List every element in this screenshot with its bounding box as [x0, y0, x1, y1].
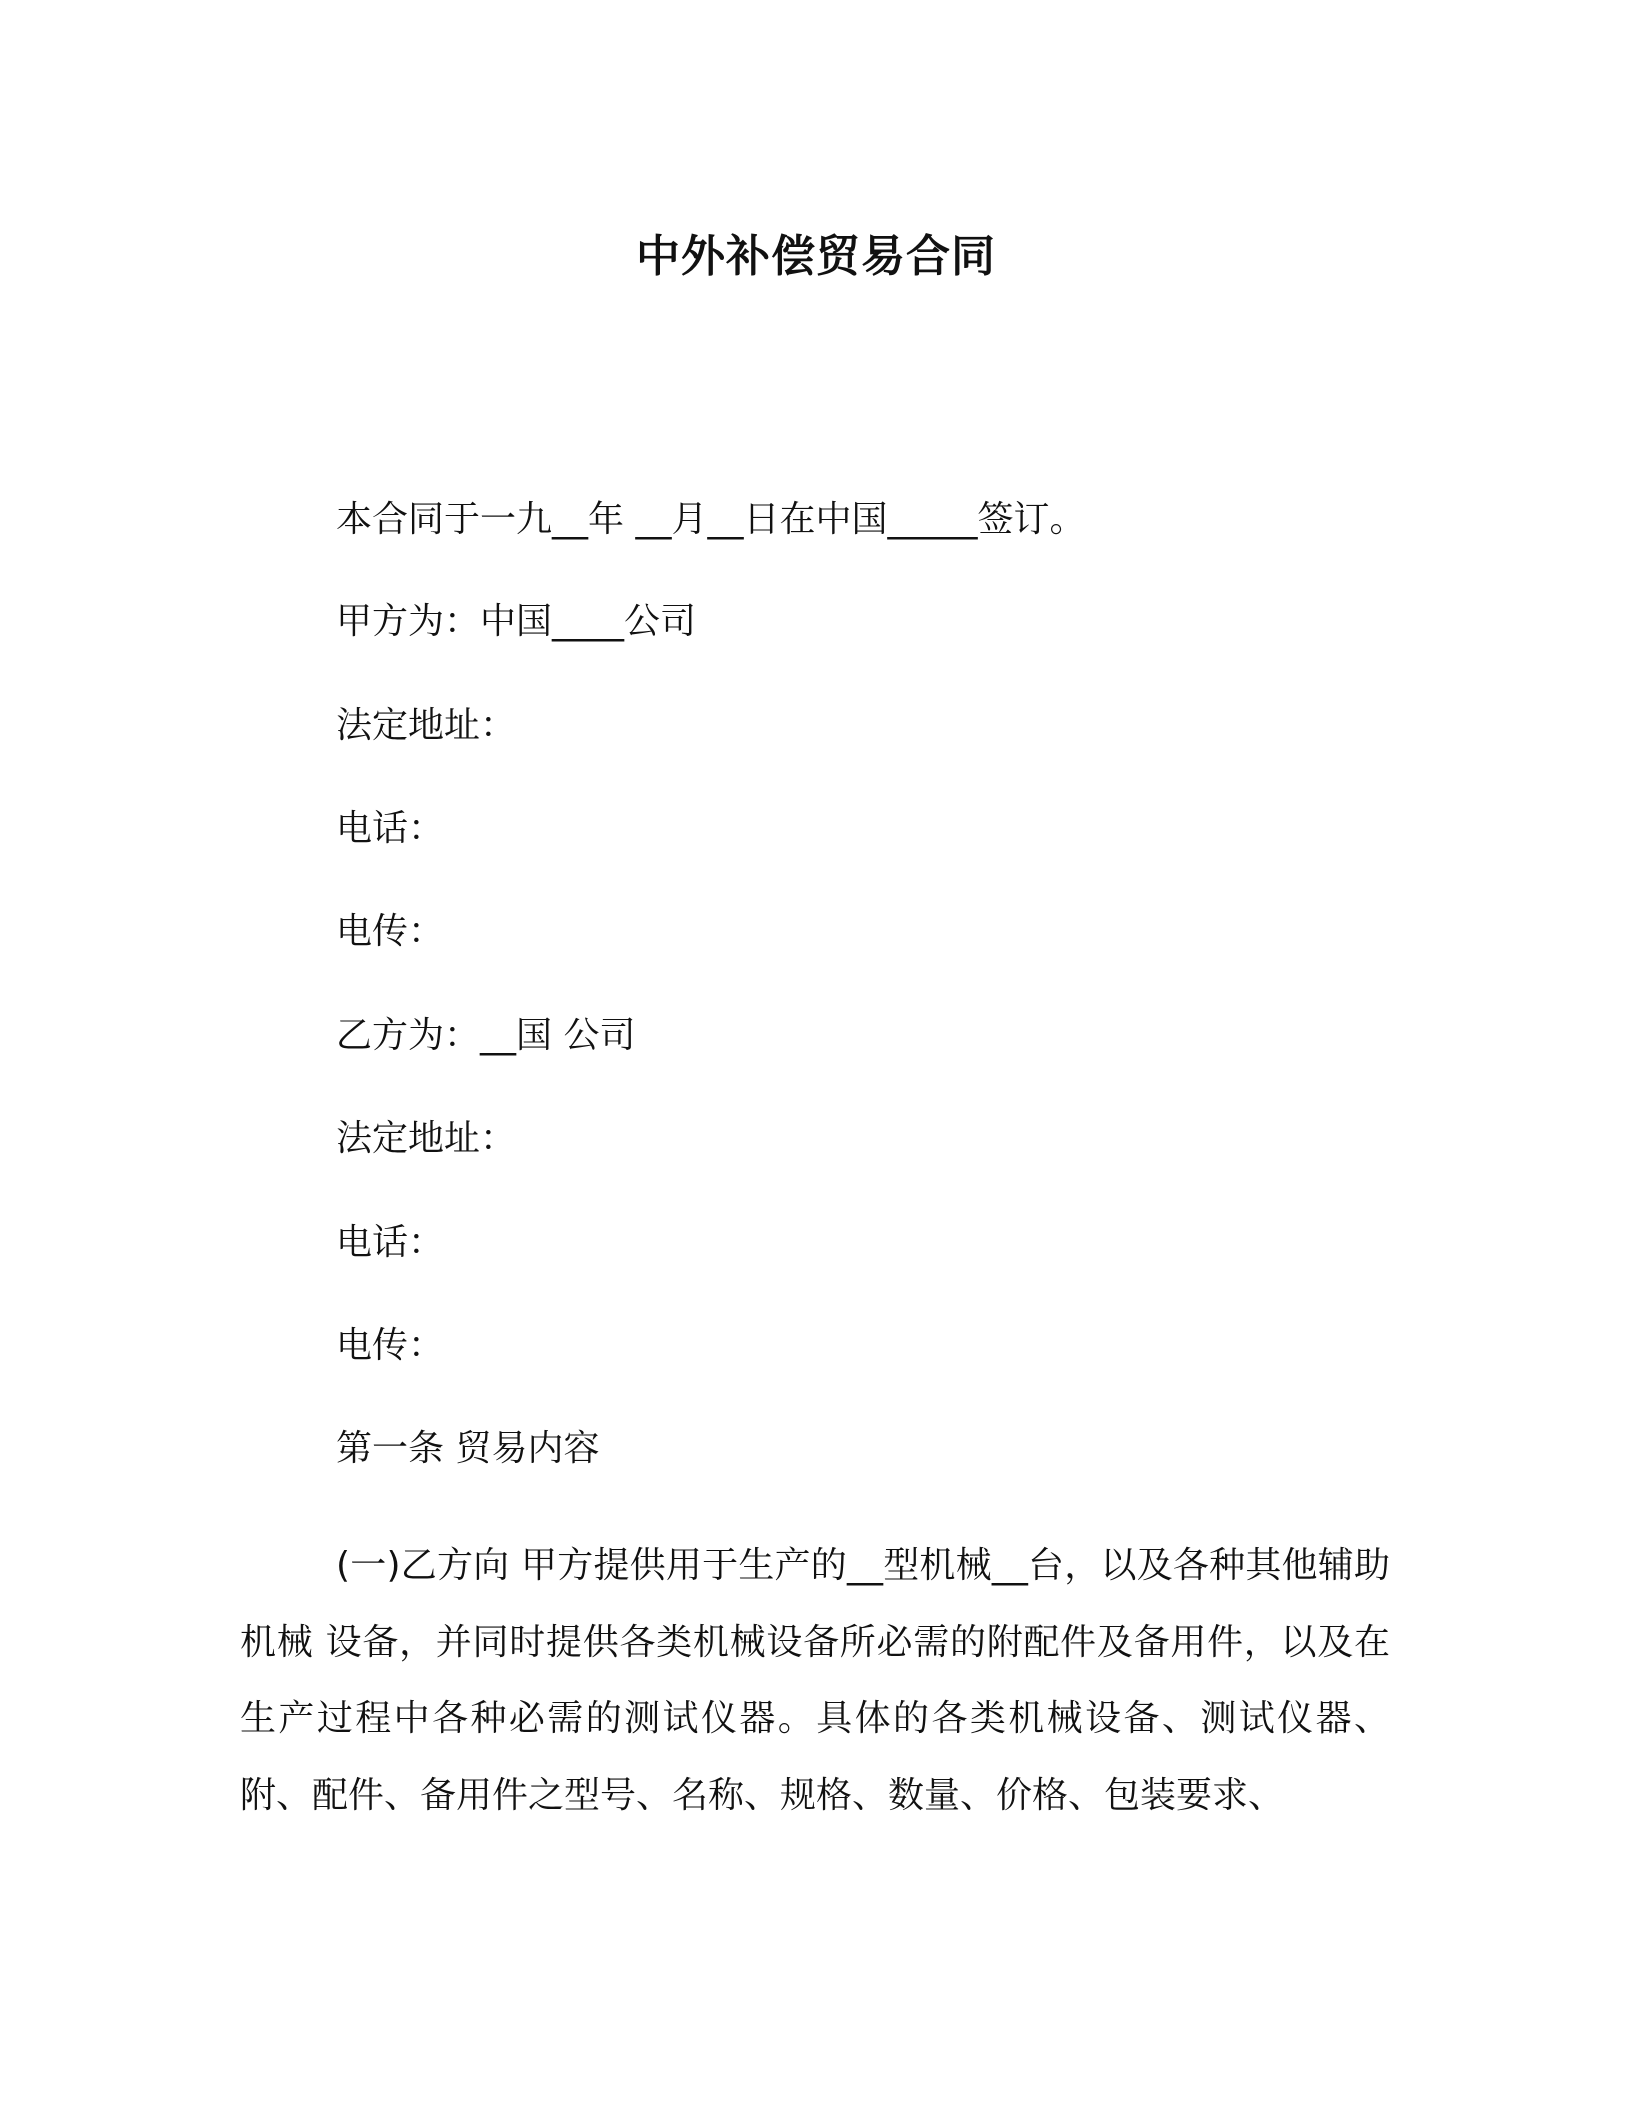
party-a-address-line: 法定地址：	[336, 705, 517, 746]
article-one-paragraph: (一)乙方向 甲方提供用于生产的__型机械__台，以及各种其他辅助机械 设备，并同时提供各类机械设备所必需的附配件及备用件，以及在生产过程中各种必需的测试仪器。具体的各类机械设备、测试仪器、附、配件、备用件之型号、名称、规格、数量、价格、包装要求、	[240, 1545, 1390, 1817]
party-b-phone-line: 电话：	[336, 1222, 445, 1263]
party-a-phone-line: 电话：	[336, 808, 445, 849]
party-a-line: 甲方为：中国____公司	[336, 601, 697, 642]
article-one-heading: 第一条 贸易内容	[336, 1428, 600, 1469]
party-b-address-line: 法定地址：	[336, 1118, 517, 1159]
party-b-telex-line: 电传：	[336, 1325, 445, 1366]
contract-signing-line: 本合同于一九__年 __月__日在中国_____签订。	[336, 499, 1086, 540]
party-b-line: 乙方为：__国 公司	[336, 1015, 636, 1056]
document-title: 中外补偿贸易合同	[636, 231, 996, 282]
party-a-telex-line: 电传：	[336, 911, 445, 952]
